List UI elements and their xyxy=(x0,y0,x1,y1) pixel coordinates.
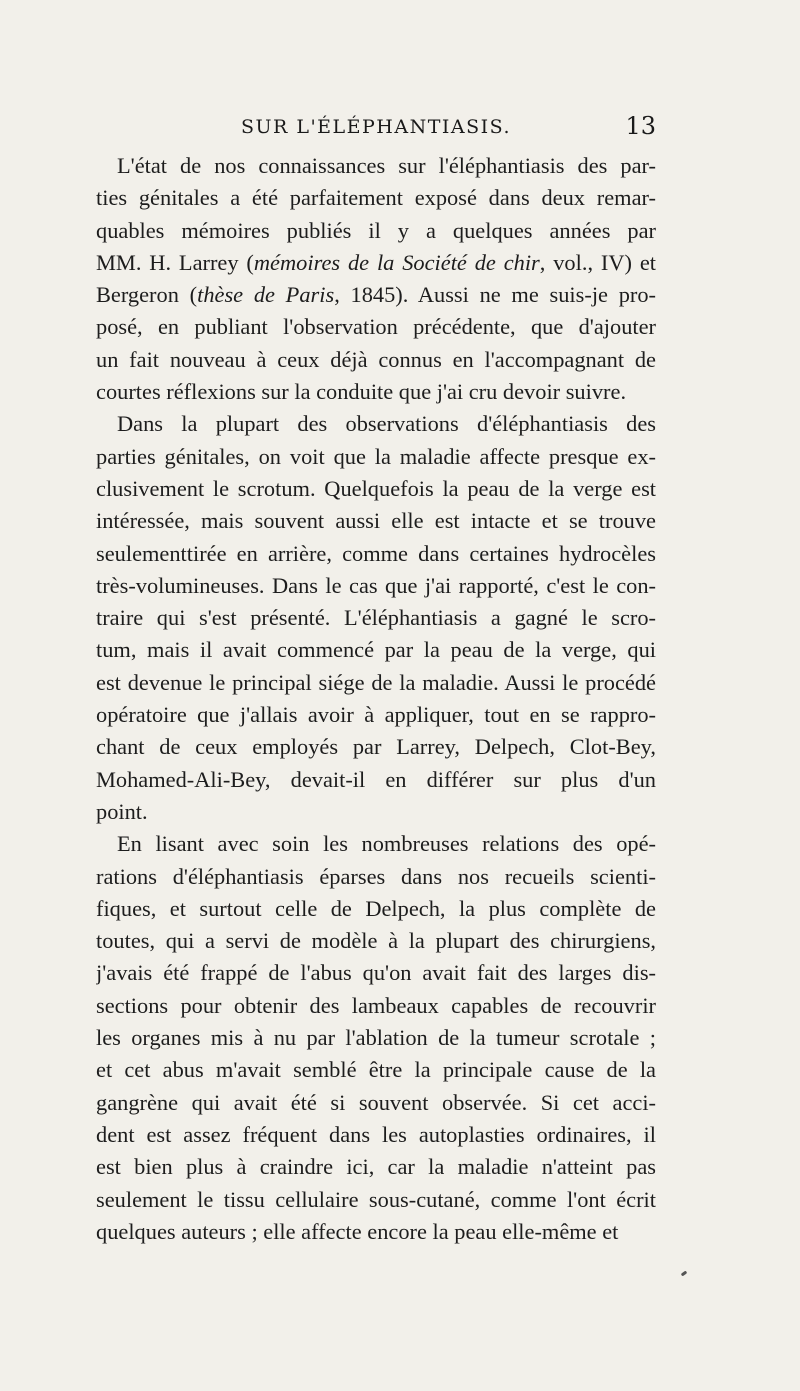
text-segment: quelques auteurs ; elle affecte encore la peau elle-même et xyxy=(96,1218,619,1244)
text-segment: Dans la plupart des observations d'éléphantiasis des xyxy=(117,411,656,437)
text-segment: traire qui s'est présenté. L'éléphantiasis a gagné le scro- xyxy=(96,605,656,631)
text-segment: très-volumineuses. Dans le cas que j'ai rapporté, c'est le con- xyxy=(96,572,656,598)
text-line xyxy=(96,990,656,1022)
text-line xyxy=(96,1087,656,1119)
text-line xyxy=(96,441,656,473)
text-segment: gangrène qui avait été si souvent observée. Si cet acci- xyxy=(96,1089,656,1115)
text-segment: courtes réflexions sur la conduite que j'ai cru devoir suivre. xyxy=(96,379,627,405)
text-segment: un fait nouveau à ceux déjà connus en l'accompagnant de xyxy=(96,346,656,372)
text-line xyxy=(96,1022,656,1054)
text-line xyxy=(96,1119,656,1151)
text-segment: sections pour obtenir des lambeaux capables de recouvrir xyxy=(96,992,656,1018)
text-line xyxy=(96,408,656,440)
text-segment: Bergeron ( xyxy=(96,282,198,308)
text-segment: , 1845). Aussi ne me suis-je pro- xyxy=(334,282,656,308)
text-segment: j'avais été frappé de l'abus qu'on avait fait des larges dis- xyxy=(96,960,656,986)
text-line xyxy=(96,764,656,796)
text-line xyxy=(96,893,656,925)
italic-citation: thèse de Paris xyxy=(197,282,335,308)
text-segment: posé, en publiant l'observation précédente, que d'ajouter xyxy=(96,314,656,340)
text-line xyxy=(96,1151,656,1183)
text-segment: est bien plus à craindre ici, car la maladie n'atteint pas xyxy=(96,1154,656,1180)
text-segment: MM. H. Larrey ( xyxy=(96,249,254,275)
text-segment: dent est assez fréquent dans les autoplasties ordinaires, il xyxy=(96,1121,656,1147)
text-segment: En lisant avec soin les nombreuses relations des opé- xyxy=(117,831,656,857)
text-line xyxy=(96,602,656,634)
italic-citation: mémoires de la Société de chir xyxy=(253,249,540,275)
text-line xyxy=(96,473,656,505)
text-line xyxy=(96,247,656,279)
text-segment: les organes mis à nu par l'ablation de la tumeur scrotale ; xyxy=(96,1025,656,1051)
text-segment: fiques, et surtout celle de Delpech, la plus complète de xyxy=(96,895,656,921)
text-line xyxy=(96,957,656,989)
text-segment: seulementtirée en arrière, comme dans certaines hydrocèles xyxy=(96,540,656,566)
text-line xyxy=(96,828,656,860)
text-segment: toutes, qui a servi de modèle à la plupart des chirurgiens, xyxy=(96,928,656,954)
text-line xyxy=(96,570,656,602)
text-segment: et cet abus m'avait semblé être la principale cause de la xyxy=(96,1057,656,1083)
text-line xyxy=(96,925,656,957)
text-segment: , vol., IV) et xyxy=(539,249,656,275)
text-segment: rations d'éléphantiasis éparses dans nos recueils scienti- xyxy=(96,863,656,889)
text-line xyxy=(96,1184,656,1216)
text-line xyxy=(96,150,656,182)
text-line xyxy=(96,376,656,408)
running-title: SUR L'ÉLÉPHANTIASIS. xyxy=(240,116,512,138)
text-segment: opératoire que j'allais avoir à appliquer, tout en se rappro- xyxy=(96,702,656,728)
text-line xyxy=(96,215,656,247)
text-line xyxy=(96,311,656,343)
text-line xyxy=(96,1054,656,1086)
text-segment: tum, mais il avait commencé par la peau de la verge, qui xyxy=(96,637,656,663)
ink-mark xyxy=(681,1271,688,1277)
text-segment: quables mémoires publiés il y a quelques années par xyxy=(96,217,656,243)
text-segment: est devenue le principal siége de la maladie. Aussi le procédé xyxy=(96,669,656,695)
text-line xyxy=(96,182,656,214)
text-segment: chant de ceux employés par Larrey, Delpech, Clot-Bey, xyxy=(96,734,656,760)
text-segment: point. xyxy=(96,798,148,824)
text-line xyxy=(96,667,656,699)
text-segment: intéressée, mais souvent aussi elle est intacte et se trouve xyxy=(96,508,656,534)
text-line xyxy=(96,796,656,828)
page-header xyxy=(96,112,656,142)
text-segment: ties génitales a été parfaitement exposé dans deux remar- xyxy=(96,185,656,211)
text-line xyxy=(96,699,656,731)
text-segment: L'état de nos connaissances sur l'éléphantiasis des par- xyxy=(117,153,656,178)
text-segment: Mohamed-Ali-Bey, devait-il en différer sur plus d'un xyxy=(96,766,656,792)
text-line xyxy=(96,1216,656,1248)
text-line xyxy=(96,505,656,537)
text-line xyxy=(96,861,656,893)
text-line xyxy=(96,634,656,666)
text-segment: seulement le tissu cellulaire sous-cutané, comme l'ont écrit xyxy=(96,1186,656,1212)
text-segment: parties génitales, on voit que la maladie affecte presque ex- xyxy=(96,443,656,469)
text-line xyxy=(96,731,656,763)
page-number: 13 xyxy=(625,112,656,140)
text-line xyxy=(96,344,656,376)
body-text xyxy=(96,150,656,1248)
text-segment: clusivement le scrotum. Quelquefois la peau de la verge est xyxy=(96,475,656,501)
text-line xyxy=(96,279,656,311)
text-line xyxy=(96,538,656,570)
